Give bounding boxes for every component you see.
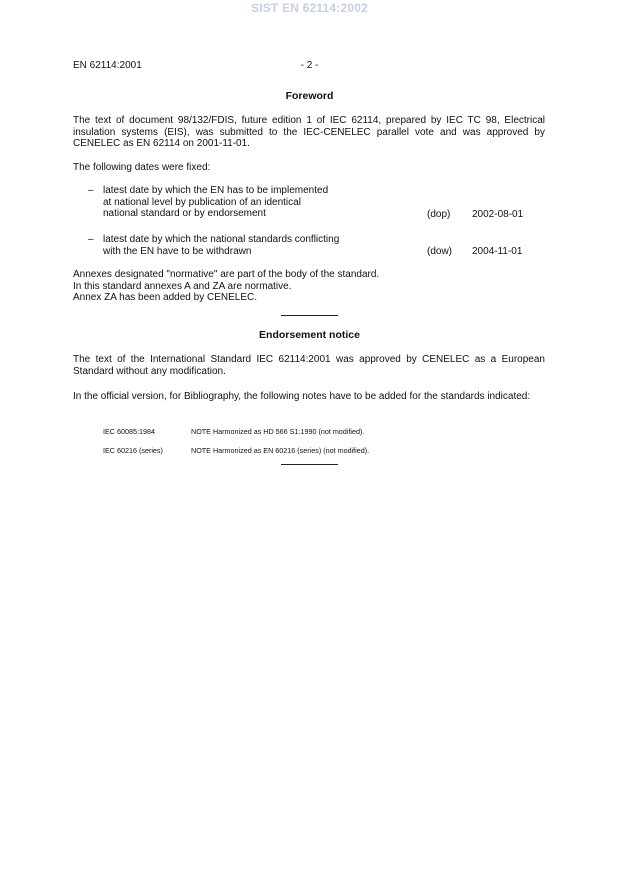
section-divider xyxy=(281,315,338,316)
annex-line: Annexes designated "normative" are part of the body of the standard. xyxy=(73,269,380,280)
date-value-dow: 2004-11-01 xyxy=(472,246,523,257)
date-code-dop: (dop) xyxy=(427,209,451,220)
annex-notes xyxy=(73,269,545,304)
dates-intro: The following dates were fixed: xyxy=(73,162,211,173)
annex-line: Annex ZA has been added by CENELEC. xyxy=(73,292,258,304)
date-item-line: latest date by which the EN has to be implemented xyxy=(103,185,329,196)
endorsement-heading: Endorsement notice xyxy=(259,329,360,341)
date-item-dop-text xyxy=(103,185,403,220)
date-value-dop: 2002-08-01 xyxy=(472,209,524,220)
date-item-line: latest date by which the national standards conflicting xyxy=(103,234,340,245)
date-code-dow: (dow) xyxy=(427,246,453,257)
annex-line: In this standard annexes A and ZA are normative. xyxy=(73,280,292,292)
date-item-dow-text xyxy=(103,234,403,257)
page-number: - 2 - xyxy=(300,60,319,71)
date-item-line: national standard or by endorsement xyxy=(103,208,266,220)
note-text: NOTE Harmonized as EN 60216 (series) (not modified). xyxy=(191,446,370,455)
list-dash: – xyxy=(88,185,94,196)
foreword-heading: Foreword xyxy=(285,90,334,102)
note-ref: IEC 60216 (series) xyxy=(103,446,163,455)
endorsement-text: The text of the International Standard IEC 62114:2001 was approved by CENELEC as a European Standard without any modification. xyxy=(73,354,545,377)
list-dash: – xyxy=(88,234,94,245)
document-id: EN 62114:2001 xyxy=(73,60,142,71)
watermark: SIST EN 62114:2002 xyxy=(250,1,368,15)
date-item-line: at national level by publication of an identical xyxy=(103,196,301,208)
foreword-intro: The text of document 98/132/FDIS, future edition 1 of IEC 62114, prepared by IEC TC 98, Electrical insulation systems (EIS), was submitted to the IEC-CENELEC parallel vote and was approved by CENELEC as EN 62114 on 2001-11-01. xyxy=(73,115,545,150)
date-item-line: with the EN have to be withdrawn xyxy=(103,245,252,257)
note-text: NOTE Harmonized as HD 566 S1:1990 (not modified). xyxy=(191,427,365,436)
note-ref: IEC 60085:1984 xyxy=(103,427,155,436)
bibliography-intro: In the official version, for Bibliography, the following notes have to be added for the standards indicated: xyxy=(73,391,531,402)
end-divider xyxy=(281,464,338,465)
